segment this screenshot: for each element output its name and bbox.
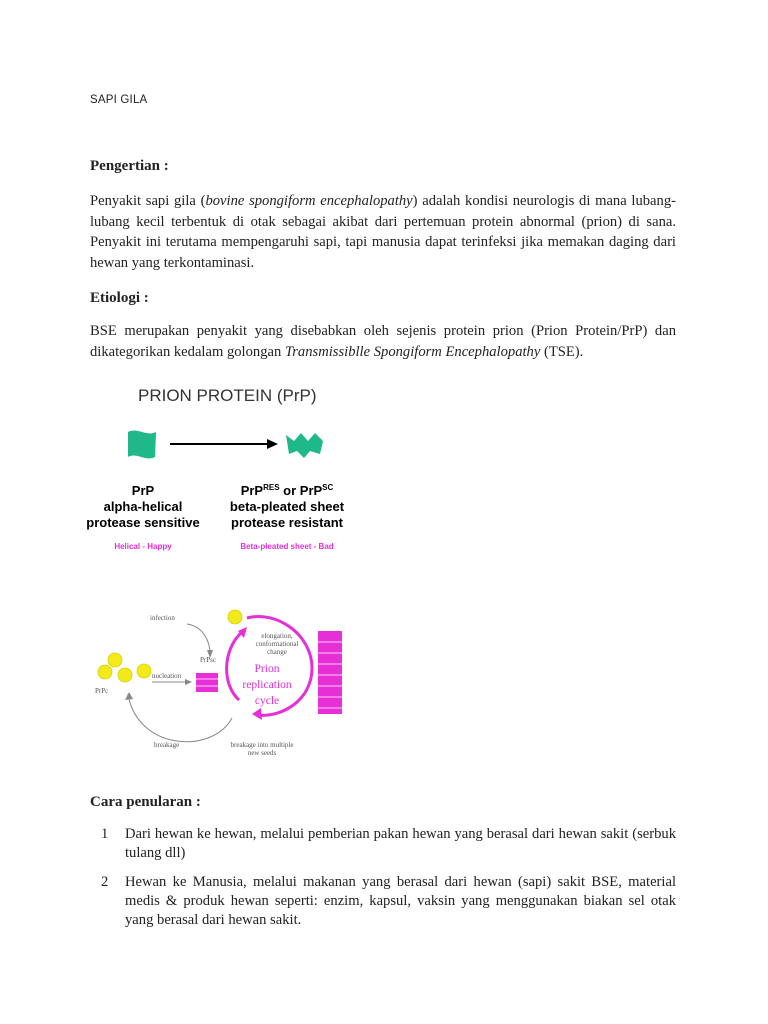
elongation-label: elongation, [261, 632, 293, 640]
new-seeds-label: new seeds [247, 749, 277, 757]
breakage-multiple-label: breakage into multiple [230, 741, 294, 749]
list-number: 2 [101, 874, 109, 890]
beta-pleated-label: beta-pleated sheet [229, 499, 345, 514]
protease-sensitive-label: protease sensitive [86, 515, 200, 530]
helical-happy-caption: Helical - Happy [114, 542, 172, 551]
list-item [90, 825, 676, 863]
prpc-sphere [137, 664, 151, 678]
beta-pleated-prp-icon [286, 433, 323, 458]
prion-fibril-column [318, 631, 342, 714]
prpsc-label: PrPsc [200, 656, 216, 664]
prpc-sphere [118, 668, 132, 682]
breakage-arc [128, 694, 232, 742]
prion-figure-title: PRION PROTEIN (PrP) [138, 386, 317, 405]
prpsc-seed-block [196, 673, 218, 692]
penularan-list [90, 825, 676, 940]
paragraph-pengertian: Penyakit sapi gila (bovine spongiform encephalopathy) adalah kondisi neurologis di mana lubang-lubang kecil terbentuk di otak sebagai akibat dari pertemuan protein abnormal (prion) di sana. Penyakit ini terutama mempengaruhi sapi, tapi manusia dapat terinfeksi jika memakan daging dari hewan yang terkontaminasi. [90, 193, 676, 271]
cycle-title-line2: replication [242, 679, 292, 691]
cycle-title-line1: Prion [254, 663, 280, 675]
heading-pengertian: Pengertian : [90, 158, 169, 174]
infection-label: infection [150, 614, 175, 622]
prp-res-sc-label: PrP$^{RES}$ or PrP$^{SC}$ [240, 483, 334, 498]
heading-cara-penularan: Cara penularan : [90, 794, 201, 810]
beta-bad-caption: Beta-pleated sheet - Bad [240, 542, 334, 551]
cycle-title-line3: cycle [254, 695, 280, 707]
list-item [90, 873, 676, 930]
protease-resistant-label: protease resistant [231, 515, 343, 530]
prpc-sphere [98, 665, 112, 679]
nucleation-label: nucleation [152, 672, 182, 680]
prion-replication-cycle-figure [92, 600, 362, 765]
conformational-label: conformational [255, 640, 299, 648]
infection-arc [187, 624, 210, 654]
list-item-text: Hewan ke Manusia, melalui makanan yang berasal dari hewan (sapi) sakit BSE, material medis & produk hewan seperti: enzim, kapsul, vaksin yang menggunakan biakan sel otak yang berasal dari hewan sakit. [125, 874, 676, 928]
prpc-sphere [108, 653, 122, 667]
prpc-sphere [228, 610, 242, 624]
italic-term-tse: Transmissiblle Spongiform Encephalopathy [284, 343, 541, 360]
document-title: SAPI GILA [90, 94, 148, 106]
prion-protein-figure [80, 375, 400, 565]
replication-cycle-arc-left [227, 632, 242, 700]
prpc-label: PrPc [95, 687, 109, 695]
list-number: 1 [101, 826, 109, 842]
italic-term-bse: bovine spongiform encephalopathy [205, 193, 413, 209]
paragraph-etiologi: BSE merupakan penyakit yang disebabkan oleh sejenis protein prion (Prion Protein/PrP) dan dikategorikan kedalam golongan Transmissiblle Spongiform Encephalopathy (TSE). [90, 323, 676, 360]
prp-label: PrP [131, 483, 155, 498]
heading-etiologi: Etiologi : [90, 290, 149, 306]
alpha-helical-label: alpha-helical [103, 499, 183, 514]
breakage-label: breakage [154, 741, 180, 749]
list-item-text: Dari hewan ke hewan, melalui pemberian pakan hewan yang berasal dari hewan sakit (serbuk tulang dll) [125, 826, 676, 861]
change-label: change [267, 648, 287, 656]
alpha-helical-prp-icon [128, 431, 156, 459]
